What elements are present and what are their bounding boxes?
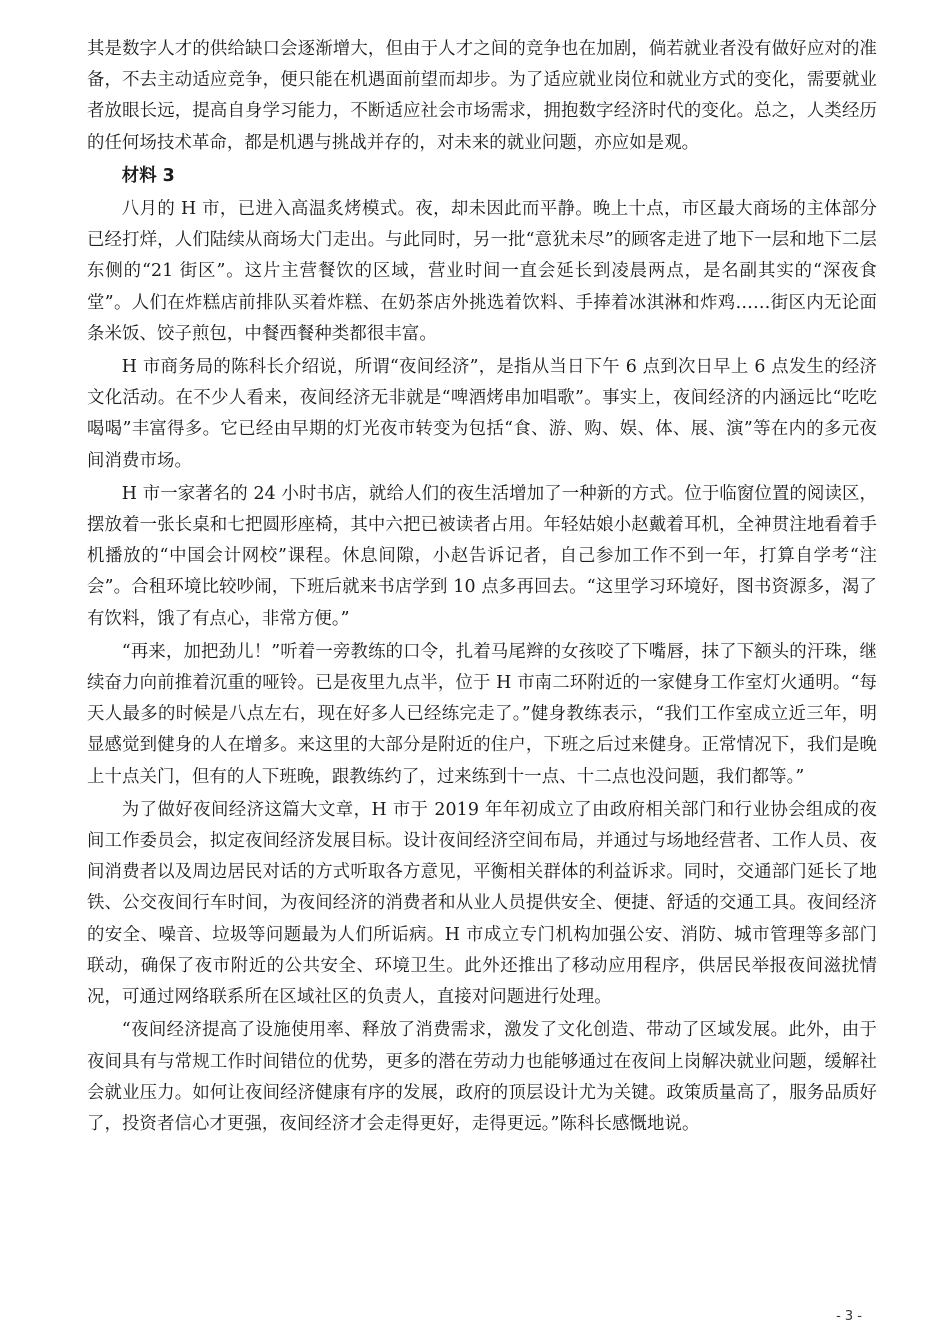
paragraph-night-market: 八月的 H 市，已进入高温炙烤模式。夜，却未因此而平静。晚上十点，市区最大商场的主体部分已经打烊，人们陆续从商场大门走出。与此同时，另一批“意犹未尽”的顾客走进了地下一层和地下二层东侧的“21 街区”。这片主营餐饮的区域，营业时间一直会延长到凌晨两点，是名副其实的“深夜食堂”。人们在炸糕店前排队买着炸糕、在奶茶店外挑选着饮料、手捧着冰淇淋和炸鸡……街区内无论面条米饭、饺子煎包，中餐西餐种类都很丰富。 xyxy=(87,199,877,344)
paragraph-government-policy: 为了做好夜间经济这篇大文章，H 市于 2019 年年初成立了由政府相关部门和行业协会组成的夜间工作委员会，拟定夜间经济发展目标。设计夜间经济空间布局，并通过与场地经营者、工作人员、夜间消费者以及周边居民对话的方式听取各方意见，平衡相关群体的利益诉求。同时，交通部门延长了地铁、公交夜间行车时间，为夜间经济的消费者和从业人员提供安全、便捷、舒适的交通工具。夜间经济的安全、噪音、垃圾等问题最为人们所诟病。H 市成立专门机构加强公安、消防、城市管理等多部门联动，确保了夜市附近的公共安全、环境卫生。此外还推出了移动应用程序，供居民举报夜间滋扰情况，可通过网络联系所在区域社区的负责人，直接对问题进行处理。 xyxy=(87,799,877,1008)
section-heading: 材料 3 xyxy=(121,165,175,186)
continuation-paragraph: 其是数字人才的供给缺口会逐渐增大，但由于人才之间的竞争也在加剧，倘若就业者没有做好应对的准备，不去主动适应竞争，便只能在机遇面前望而却步。为了适应就业岗位和就业方式的变化，需要就业者放眼长远，提高自身学习能力，不断适应社会市场需求，拥抱数字经济时代的变化。总之，人类经历的任何场技术革命，都是机遇与挑战并存的，对未来的就业问题，亦应如是观。 xyxy=(87,39,877,153)
page-number: - 3 - xyxy=(836,1309,862,1324)
paragraph-closing-quote: “夜间经济提高了设施使用率、释放了消费需求，激发了文化创造、带动了区域发展。此外，由于夜间具有与常规工作时间错位的优势，更多的潜在劳动力也能够通过在夜间上岗解决就业问题，缓解社会就业压力。如何让夜间经济健康有序的发展，政府的顶层设计尤为关键。政策质量高了，服务品质好了，投资者信心才更强，夜间经济才会走得更好，走得更远。”陈科长感慨地说。 xyxy=(87,1020,877,1134)
paragraph-gym: “再来，加把劲儿！”听着一旁教练的口令，扎着马尾辫的女孩咬了下嘴唇，抹了下额头的汗珠，继续奋力向前推着沉重的哑铃。已是夜里九点半，位于 H 市南二环附近的一家健身工作室灯火通明。“每天人最多的时候是八点左右，现在好多人已经练完走了。”健身教练表示，“我们工作室成立近三年，明显感觉到健身的人在增多。来这里的大部分是附近的住户，下班之后过来健身。正常情况下，我们是晚上十点关门，但有的人下班晚，跟教练约了，过来练到十一点、十二点也没问题，我们都等。” xyxy=(87,641,877,787)
paragraph-night-economy-definition: H 市商务局的陈科长介绍说，所谓“夜间经济”，是指从当日下午 6 点到次日早上 6 点发生的经济文化活动。在不少人看来，夜间经济无非就是“啤酒烤串加唱歌”。事实上，夜间经济的内涵远比“吃吃喝喝”丰富得多。它已经由早期的灯光夜市转变为包括“食、游、购、娱、体、展、演”等在内的多元夜间消费市场。 xyxy=(87,357,877,471)
document-page xyxy=(87,34,877,1140)
paragraph-bookstore: H 市一家著名的 24 小时书店，就给人们的夜生活增加了一种新的方式。位于临窗位置的阅读区，摆放着一张长桌和七把圆形座椅，其中六把已被读者占用。年轻姑娘小赵戴着耳机，全神贯注地看着手机播放的“中国会计网校”课程。休息间隙，小赵告诉记者，自己参加工作不到一年，打算自学考“注会”。合租环境比较吵闹，下班后就来书店学到 10 点多再回去。“这里学习环境好，图书资源多，渴了有饮料，饿了有点心，非常方便。” xyxy=(87,483,877,629)
